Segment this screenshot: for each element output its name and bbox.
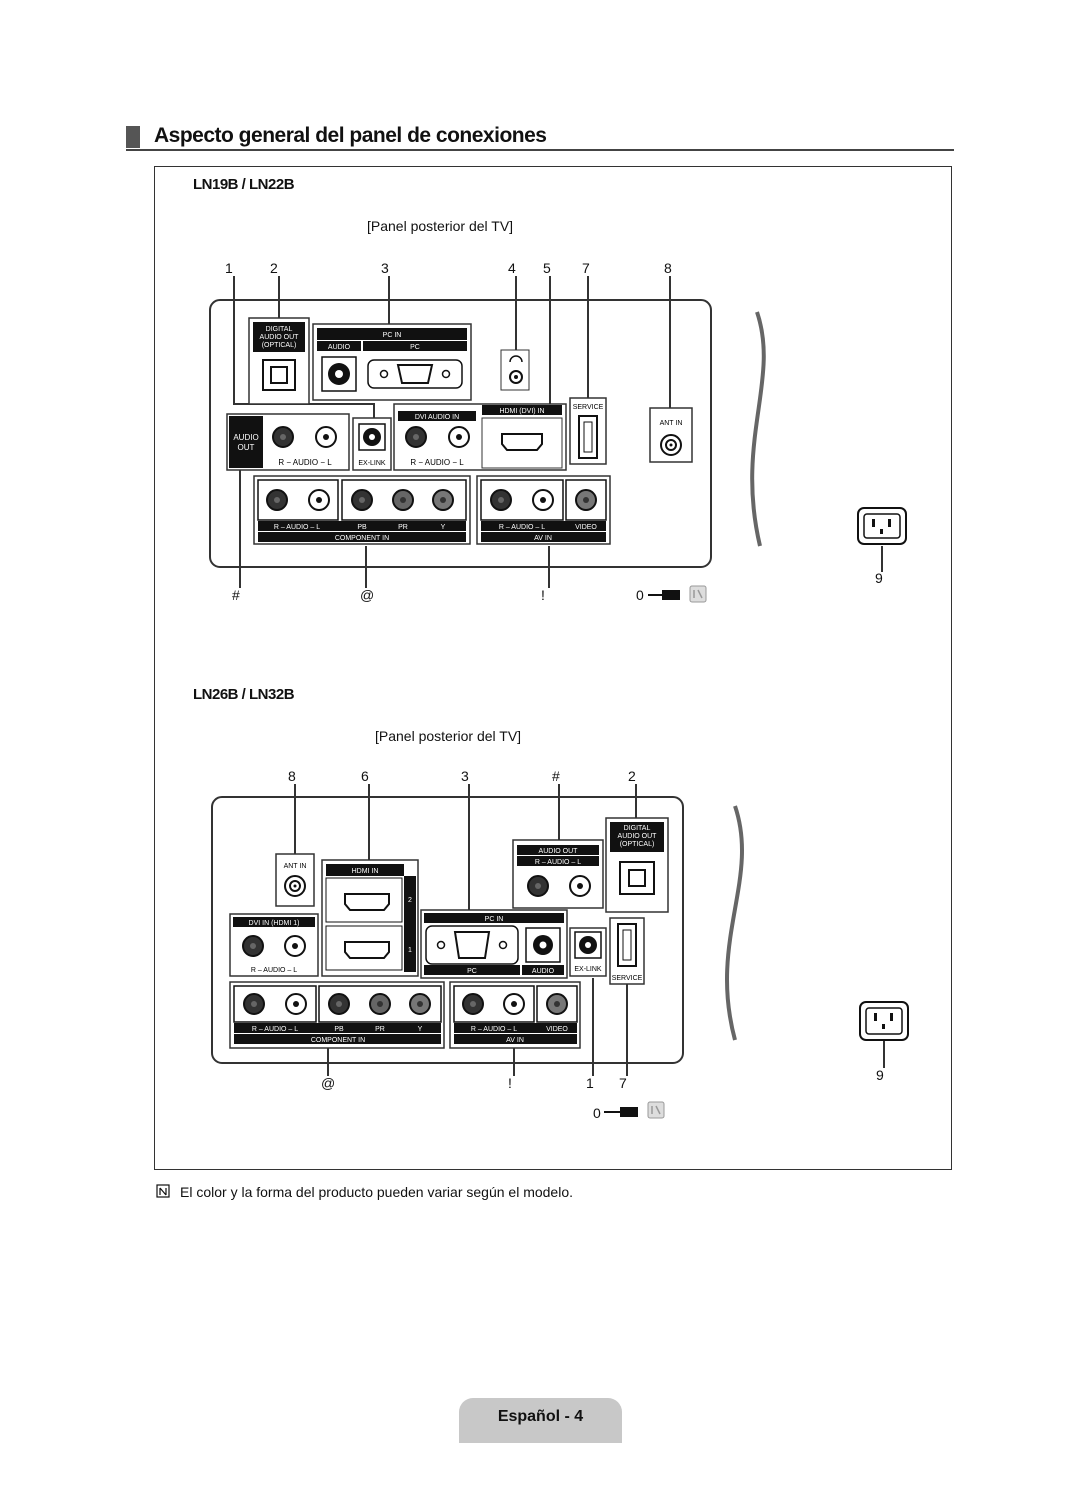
hdmi-port-2b [345, 942, 389, 958]
d2-hdmi1: 1 [408, 947, 412, 954]
callout-1-0: 0 [636, 587, 644, 603]
callout-1-9: 9 [875, 570, 883, 586]
callout-2-7: 7 [619, 1075, 627, 1091]
d2-y: Y [417, 1026, 423, 1033]
d1-y: Y [440, 524, 446, 531]
d1-service: SERVICE [572, 404, 604, 411]
callout-1-hash: # [232, 587, 240, 603]
d1-avin: AV IN [534, 535, 552, 542]
d1-pc-label: PC [410, 344, 420, 351]
d1-optical-label-0: DIGITAL [265, 326, 293, 333]
callout-2-at: @ [321, 1075, 336, 1091]
d1-exlink: EX-LINK [358, 460, 386, 467]
callout-1-7: 7 [582, 260, 590, 276]
d1-comp-rl: R – AUDIO – L [273, 524, 321, 531]
d1-antin: ANT IN [659, 420, 683, 427]
vga-port-2 [455, 932, 489, 958]
d1-compin: COMPONENT IN [334, 535, 390, 542]
callout-1-1: 1 [225, 260, 233, 276]
d2-compin: COMPONENT IN [310, 1037, 366, 1044]
d1-pr: PR [398, 524, 408, 531]
power-connector-2 [860, 1002, 908, 1040]
note-text: El color y la forma del producto pueden variar según el modelo. [180, 1184, 573, 1200]
d1-hdmidvi: HDMI (DVI) IN [499, 408, 545, 415]
d2-video: VIDEO [546, 1026, 568, 1033]
kensington-lock-icon-2 [604, 1102, 664, 1118]
note-icon [157, 1185, 169, 1197]
d1-optical-label-1: AUDIO OUT [259, 334, 299, 341]
callout-1-3: 3 [381, 260, 389, 276]
cut-curve-2 [727, 806, 742, 1040]
d1-audioout-1: OUT [237, 443, 255, 452]
callout-2-hash: # [552, 768, 560, 784]
hdmi-port-2a [345, 894, 389, 910]
callout-2-6: 6 [361, 768, 369, 784]
d2-pcaudio: AUDIO [531, 968, 555, 975]
d2-audioout: AUDIO OUT [538, 848, 578, 855]
page-number-tab [459, 1398, 622, 1443]
callout-1-excl: ! [541, 587, 545, 603]
d2-hdmi2: 2 [408, 897, 412, 904]
d2-hdmiin: HDMI IN [351, 868, 379, 875]
callout-2-9: 9 [876, 1067, 884, 1083]
page-title: Aspecto general del panel de conexiones [154, 124, 547, 147]
d2-pr: PR [375, 1026, 385, 1033]
d2-service: SERVICE [611, 975, 643, 982]
d1-video: VIDEO [575, 524, 597, 531]
callout-2-8: 8 [288, 768, 296, 784]
d2-audioout-rl: R – AUDIO – L [534, 859, 582, 866]
d1-dviaudio: DVI AUDIO IN [414, 414, 460, 421]
d1-pb: PB [357, 524, 367, 531]
d1-optical-label-2: (OPTICAL) [261, 342, 297, 349]
model-label-2: LN26B / LN32B [193, 686, 295, 703]
callout-2-excl: ! [508, 1075, 512, 1091]
callout-2-0: 0 [593, 1105, 601, 1121]
d2-pb: PB [334, 1026, 344, 1033]
d2-pc: PC [467, 968, 477, 975]
callout-2-3: 3 [461, 768, 469, 784]
d1-pcaudio-label: AUDIO [327, 344, 351, 351]
d2-dviin: DVI IN (HDMI 1) [248, 920, 300, 927]
d1-av-rl: R – AUDIO – L [498, 524, 546, 531]
callout-1-8: 8 [664, 260, 672, 276]
caption-2: [Panel posterior del TV] [375, 728, 522, 744]
d2-dvi-rl: R – AUDIO – L [250, 967, 298, 974]
d2-pcin: PC IN [484, 916, 504, 923]
optical-port-2 [620, 862, 654, 894]
d2-optical-2: (OPTICAL) [619, 841, 655, 848]
d2-optical-1: AUDIO OUT [617, 833, 657, 840]
d1-audioout-rl: R − AUDIO − L [278, 458, 332, 467]
callout-1-at: @ [360, 587, 375, 603]
model-label-1: LN19B / LN22B [193, 176, 295, 193]
d1-pcin-label: PC IN [382, 332, 402, 339]
d2-comp-rl: R – AUDIO – L [251, 1026, 299, 1033]
d1-audioout-0: AUDIO [233, 433, 259, 442]
callout-2-1: 1 [586, 1075, 594, 1091]
callout-1-4: 4 [508, 260, 516, 276]
d2-avin: AV IN [506, 1037, 524, 1044]
d1-dvi-rl: R − AUDIO − L [410, 458, 464, 467]
callout-1-5: 5 [543, 260, 551, 276]
d2-exlink: EX-LINK [574, 966, 602, 973]
d2-optical-0: DIGITAL [623, 825, 651, 832]
callout-1-2: 2 [270, 260, 278, 276]
page-number-label: Español - 4 [497, 1408, 584, 1425]
d2-antin: ANT IN [283, 863, 307, 870]
caption-1: [Panel posterior del TV] [367, 218, 514, 234]
callout-2-2: 2 [628, 768, 636, 784]
d2-av-rl: R – AUDIO – L [470, 1026, 518, 1033]
